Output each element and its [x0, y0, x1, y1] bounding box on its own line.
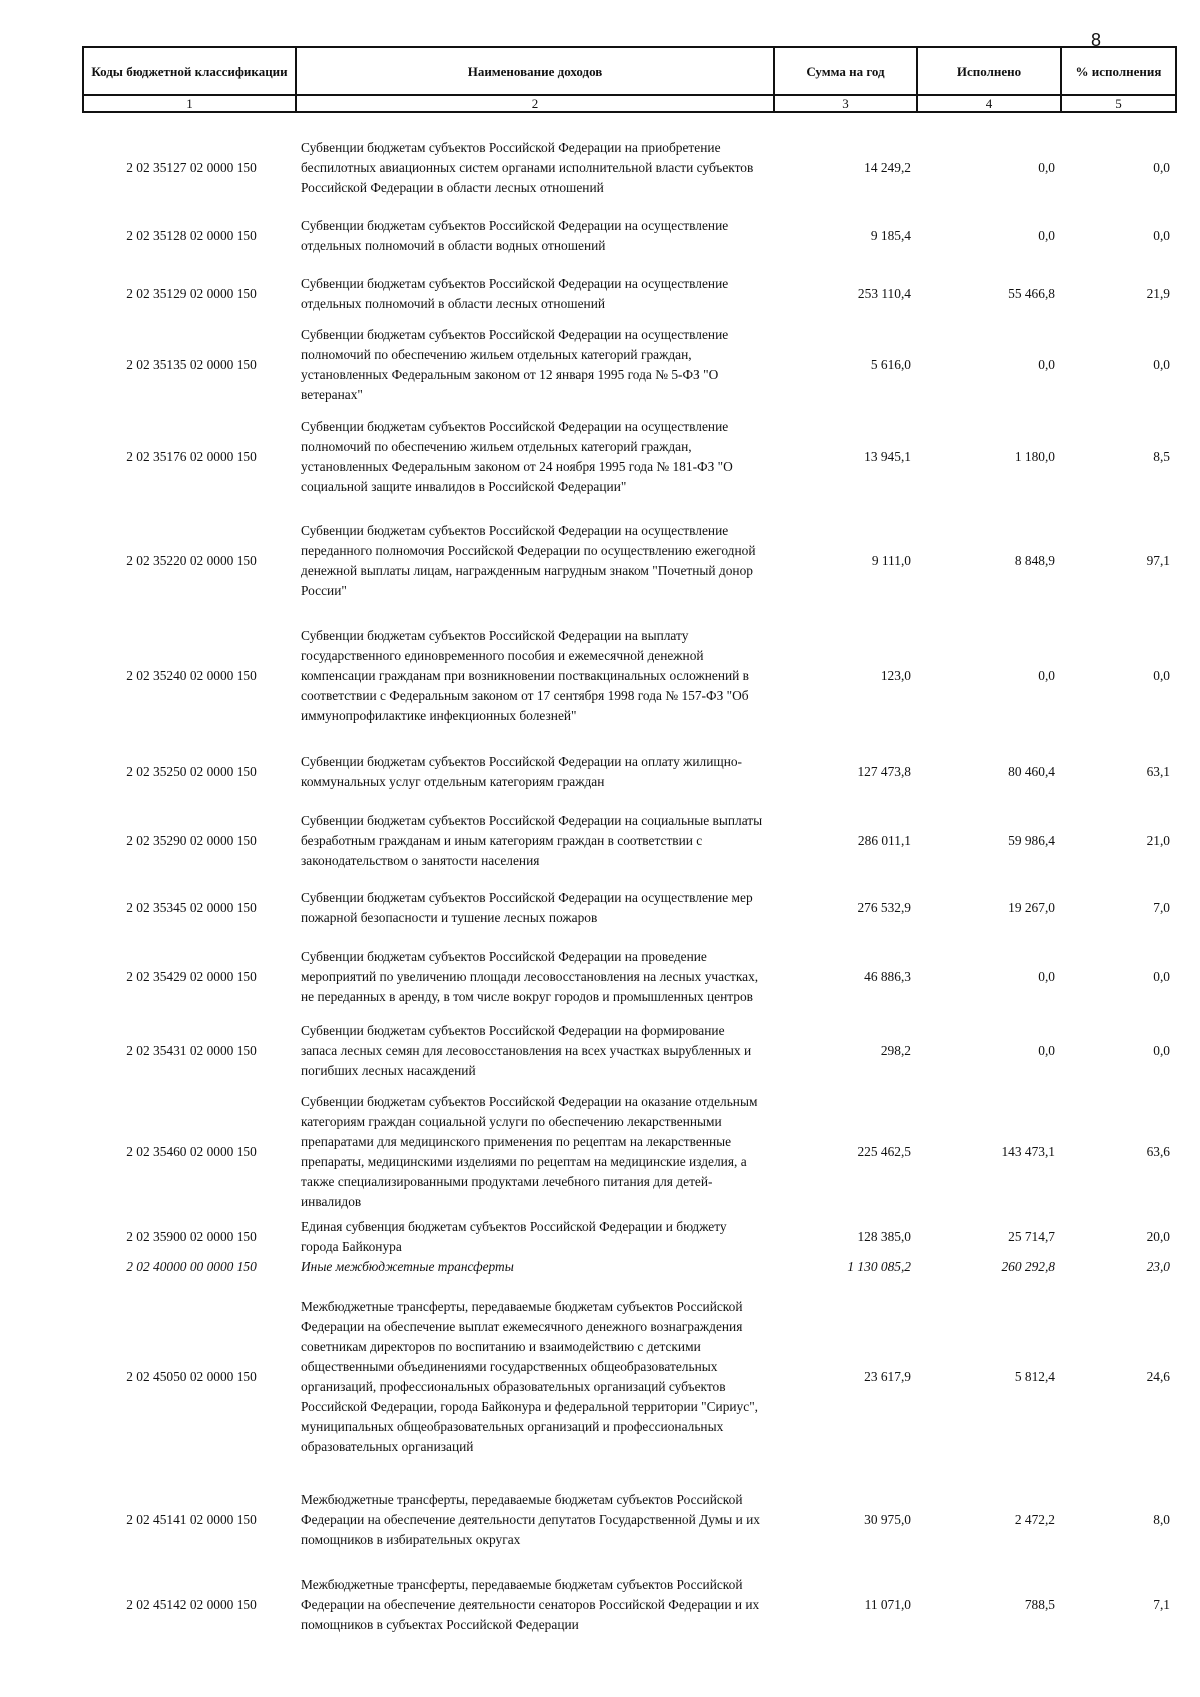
- header-budget-code: Коды бюджетной классификации: [83, 47, 296, 95]
- executed-cell: 143 473,1: [1001, 1144, 1055, 1159]
- table-row: [83, 1477, 1176, 1563]
- revenue-name-cell: Иные межбюджетные трансферты: [301, 1259, 514, 1274]
- budget-code-cell: 2 02 35127 02 0000 150: [126, 160, 257, 175]
- executed-cell: 8 848,9: [1014, 553, 1055, 568]
- executed-cell: 0,0: [1038, 668, 1055, 683]
- annual-amount-cell: 128 385,0: [857, 1229, 911, 1244]
- revenue-name-cell: Субвенции бюджетам субъектов Российской Федерации на оказание отдельным категориям граждан социальной услуги по обеспечению лекарственными препаратами для медицинского применения по рецептам на лекарственные препараты, медицинскими изделиями по рецептам на медицинские изделия, а также специализированными продуктами лечебного питания для детей-инвалидов: [301, 1094, 758, 1209]
- revenue-name-cell: Субвенции бюджетам субъектов Российской Федерации на формирование запаса лесных семян для лесовосстановления на всех участках вырубленных и погибших лесных насаждений: [301, 1023, 752, 1078]
- revenue-name-cell: Субвенции бюджетам субъектов Российской Федерации на проведение мероприятий по увеличению площади лесовосстановления на лесных участках, не переданных в аренду, в том числе вокруг городов и промышленных центров: [301, 949, 759, 1004]
- annual-amount-cell: 30 975,0: [864, 1512, 911, 1527]
- revenue-name-cell: Межбюджетные трансферты, передаваемые бюджетам субъектов Российской Федерации на обеспечение деятельности депутатов Государственной Думы и их помощников в избирательных округах: [301, 1492, 760, 1547]
- revenue-name-cell: Субвенции бюджетам субъектов Российской Федерации на социальные выплаты безработным гражданам и иным категориям граждан в соответствии с законодательством о занятости населения: [301, 813, 763, 868]
- annual-amount-cell: 9 185,4: [870, 228, 911, 243]
- budget-code-cell: 2 02 35900 02 0000 150: [126, 1229, 257, 1244]
- spacer-row: [83, 112, 1176, 127]
- executed-cell: 2 472,2: [1014, 1512, 1055, 1527]
- execution-percent-cell: 97,1: [1146, 553, 1170, 568]
- annual-amount-cell: 298,2: [880, 1043, 911, 1058]
- revenue-name-cell: Субвенции бюджетам субъектов Российской Федерации на приобретение беспилотных авиационных систем органами исполнительной власти субъектов Российской Федерации в области лесных отношений: [301, 140, 754, 195]
- execution-percent-cell: 63,1: [1146, 764, 1170, 779]
- revenue-name-cell: Субвенции бюджетам субъектов Российской Федерации на осуществление мер пожарной безопасности и тушение лесных пожаров: [301, 890, 753, 925]
- execution-percent-cell: 20,0: [1146, 1229, 1170, 1244]
- budget-code-cell: 2 02 35250 02 0000 150: [126, 764, 257, 779]
- column-number: 1: [83, 95, 296, 112]
- revenue-name-cell: Субвенции бюджетам субъектов Российской Федерации на осуществление отдельных полномочий в области лесных отношений: [301, 276, 729, 311]
- budget-code-cell: 2 02 35345 02 0000 150: [126, 900, 257, 915]
- table-row: [83, 405, 1176, 509]
- column-number: 4: [917, 95, 1061, 112]
- budget-code-cell: 2 02 45050 02 0000 150: [126, 1369, 257, 1384]
- budget-code-cell: 2 02 35220 02 0000 150: [126, 553, 257, 568]
- revenue-table: [82, 46, 1177, 1647]
- header-execution-percent: % исполнения: [1061, 47, 1176, 95]
- execution-percent-cell: 7,1: [1153, 1597, 1170, 1612]
- table-row: [83, 877, 1176, 939]
- table-header-row: [83, 47, 1176, 95]
- budget-code-cell: 2 02 35290 02 0000 150: [126, 833, 257, 848]
- revenue-name-cell: Субвенции бюджетам субъектов Российской Федерации на выплату государственного единовременного пособия и ежемесячной денежной компенсации гражданам при возникновении поствакцинальных осложнений в соответствии с Федеральным законом от 17 сентября 1998 года № 157-ФЗ "Об иммунопрофилактике инфекционных болезней": [301, 628, 749, 723]
- executed-cell: 0,0: [1038, 1043, 1055, 1058]
- budget-code-cell: 2 02 35176 02 0000 150: [126, 449, 257, 464]
- table-row: [83, 127, 1176, 209]
- revenue-name-cell: Субвенции бюджетам субъектов Российской Федерации на осуществление полномочий по обеспечению жильем отдельных категорий граждан, установленных Федеральным законом от 12 января 1995 года № 5-ФЗ "О ветеранах": [301, 327, 729, 402]
- budget-code-cell: 2 02 45142 02 0000 150: [126, 1597, 257, 1612]
- budget-code-cell: 2 02 35129 02 0000 150: [126, 286, 257, 301]
- annual-amount-cell: 276 532,9: [857, 900, 911, 915]
- table-row: [83, 1015, 1176, 1087]
- page-number: 8: [1091, 30, 1102, 50]
- budget-code-cell: 2 02 35431 02 0000 150: [126, 1043, 257, 1058]
- execution-percent-cell: 23,0: [1146, 1259, 1170, 1274]
- execution-percent-cell: 21,0: [1146, 833, 1170, 848]
- table-row: [83, 1087, 1176, 1217]
- execution-percent-cell: 0,0: [1153, 969, 1170, 984]
- annual-amount-cell: 11 071,0: [864, 1597, 911, 1612]
- header-revenue-name: Наименование доходов: [296, 47, 774, 95]
- execution-percent-cell: 0,0: [1153, 160, 1170, 175]
- table-row: [83, 805, 1176, 877]
- revenue-name-cell: Межбюджетные трансферты, передаваемые бюджетам субъектов Российской Федерации на обеспечение деятельности сенаторов Российской Федерации и их помощников в субъектах Российской Федерации: [301, 1577, 760, 1632]
- executed-cell: 788,5: [1024, 1597, 1055, 1612]
- annual-amount-cell: 9 111,0: [871, 553, 911, 568]
- executed-cell: 0,0: [1038, 228, 1055, 243]
- executed-cell: 0,0: [1038, 969, 1055, 984]
- table-row: [83, 739, 1176, 805]
- executed-cell: 80 460,4: [1008, 764, 1055, 779]
- table-row: [83, 263, 1176, 325]
- budget-code-cell: 2 02 45141 02 0000 150: [126, 1512, 257, 1527]
- execution-percent-cell: 0,0: [1153, 668, 1170, 683]
- revenue-name-cell: Межбюджетные трансферты, передаваемые бюджетам субъектов Российской Федерации на обеспечение выплат ежемесячного денежного вознаграждения советникам директоров по воспитанию и взаимодействию с детскими общественными объединениями государственных общеобразовательных организаций, профессиональных образовательных организаций субъектов Российской Федерации, города Байконура и федеральной территории "Сириус", муниципальных общеобразовательных организаций и профессиональных образовательных организаций: [301, 1299, 759, 1454]
- budget-code-cell: 2 02 35128 02 0000 150: [126, 228, 257, 243]
- execution-percent-cell: 0,0: [1153, 228, 1170, 243]
- revenue-name-cell: Субвенции бюджетам субъектов Российской Федерации на оплату жилищно-коммунальных услуг отдельным категориям граждан: [301, 754, 743, 789]
- budget-code-cell: 2 02 35460 02 0000 150: [126, 1144, 257, 1159]
- execution-percent-cell: 8,5: [1153, 449, 1170, 464]
- execution-percent-cell: 8,0: [1153, 1512, 1170, 1527]
- annual-amount-cell: 14 249,2: [864, 160, 911, 175]
- table-row: [83, 509, 1176, 613]
- spacer-cell: [83, 112, 1176, 127]
- execution-percent-cell: 21,9: [1146, 286, 1170, 301]
- table-body: [83, 112, 1176, 1647]
- column-number-row: [83, 95, 1176, 112]
- header-executed: Исполнено: [917, 47, 1061, 95]
- annual-amount-cell: 1 130 085,2: [847, 1259, 911, 1274]
- annual-amount-cell: 253 110,4: [857, 286, 911, 301]
- table-row: [83, 939, 1176, 1015]
- executed-cell: 59 986,4: [1008, 833, 1055, 848]
- executed-cell: 0,0: [1038, 357, 1055, 372]
- annual-amount-cell: 46 886,3: [864, 969, 911, 984]
- revenue-name-cell: Субвенции бюджетам субъектов Российской Федерации на осуществление полномочий по обеспечению жильем отдельных категорий граждан, установленных Федеральным законом от 24 ноября 1995 года № 181-ФЗ "О социальной защите инвалидов в Российской Федерации": [301, 419, 733, 494]
- column-number: 3: [774, 95, 917, 112]
- execution-percent-cell: 0,0: [1153, 357, 1170, 372]
- budget-code-cell: 2 02 40000 00 0000 150: [126, 1259, 257, 1274]
- executed-cell: 19 267,0: [1008, 900, 1055, 915]
- table-row: [83, 209, 1176, 263]
- revenue-name-cell: Субвенции бюджетам субъектов Российской Федерации на осуществление переданного полномочия Российской Федерации по осуществлению ежегодной денежной выплаты лицам, награжденным нагрудным знаком "Почетный донор России": [301, 523, 756, 598]
- table-row: [83, 1217, 1176, 1257]
- executed-cell: 1 180,0: [1014, 449, 1055, 464]
- table-row: [83, 613, 1176, 739]
- budget-code-cell: 2 02 35135 02 0000 150: [126, 357, 257, 372]
- header-annual-amount: Сумма на год: [774, 47, 917, 95]
- executed-cell: 260 292,8: [1001, 1259, 1055, 1274]
- annual-amount-cell: 123,0: [880, 668, 911, 683]
- column-number: 5: [1061, 95, 1176, 112]
- annual-amount-cell: 127 473,8: [857, 764, 911, 779]
- executed-cell: 0,0: [1038, 160, 1055, 175]
- table-row: [83, 1257, 1176, 1277]
- budget-code-cell: 2 02 35240 02 0000 150: [126, 668, 257, 683]
- executed-cell: 55 466,8: [1008, 286, 1055, 301]
- revenue-name-cell: Единая субвенция бюджетам субъектов Российской Федерации и бюджету города Байконура: [301, 1219, 727, 1254]
- execution-percent-cell: 0,0: [1153, 1043, 1170, 1058]
- annual-amount-cell: 5 616,0: [870, 357, 911, 372]
- executed-cell: 25 714,7: [1008, 1229, 1055, 1244]
- table-row: [83, 1563, 1176, 1647]
- executed-cell: 5 812,4: [1014, 1369, 1055, 1384]
- execution-percent-cell: 7,0: [1153, 900, 1170, 915]
- annual-amount-cell: 23 617,9: [864, 1369, 911, 1384]
- column-number: 2: [296, 95, 774, 112]
- budget-code-cell: 2 02 35429 02 0000 150: [126, 969, 257, 984]
- annual-amount-cell: 13 945,1: [864, 449, 911, 464]
- revenue-name-cell: Субвенции бюджетам субъектов Российской Федерации на осуществление отдельных полномочий в области водных отношений: [301, 218, 729, 253]
- table-row: [83, 325, 1176, 405]
- annual-amount-cell: 225 462,5: [857, 1144, 911, 1159]
- execution-percent-cell: 63,6: [1146, 1144, 1170, 1159]
- execution-percent-cell: 24,6: [1146, 1369, 1170, 1384]
- annual-amount-cell: 286 011,1: [857, 833, 911, 848]
- table-row: [83, 1277, 1176, 1477]
